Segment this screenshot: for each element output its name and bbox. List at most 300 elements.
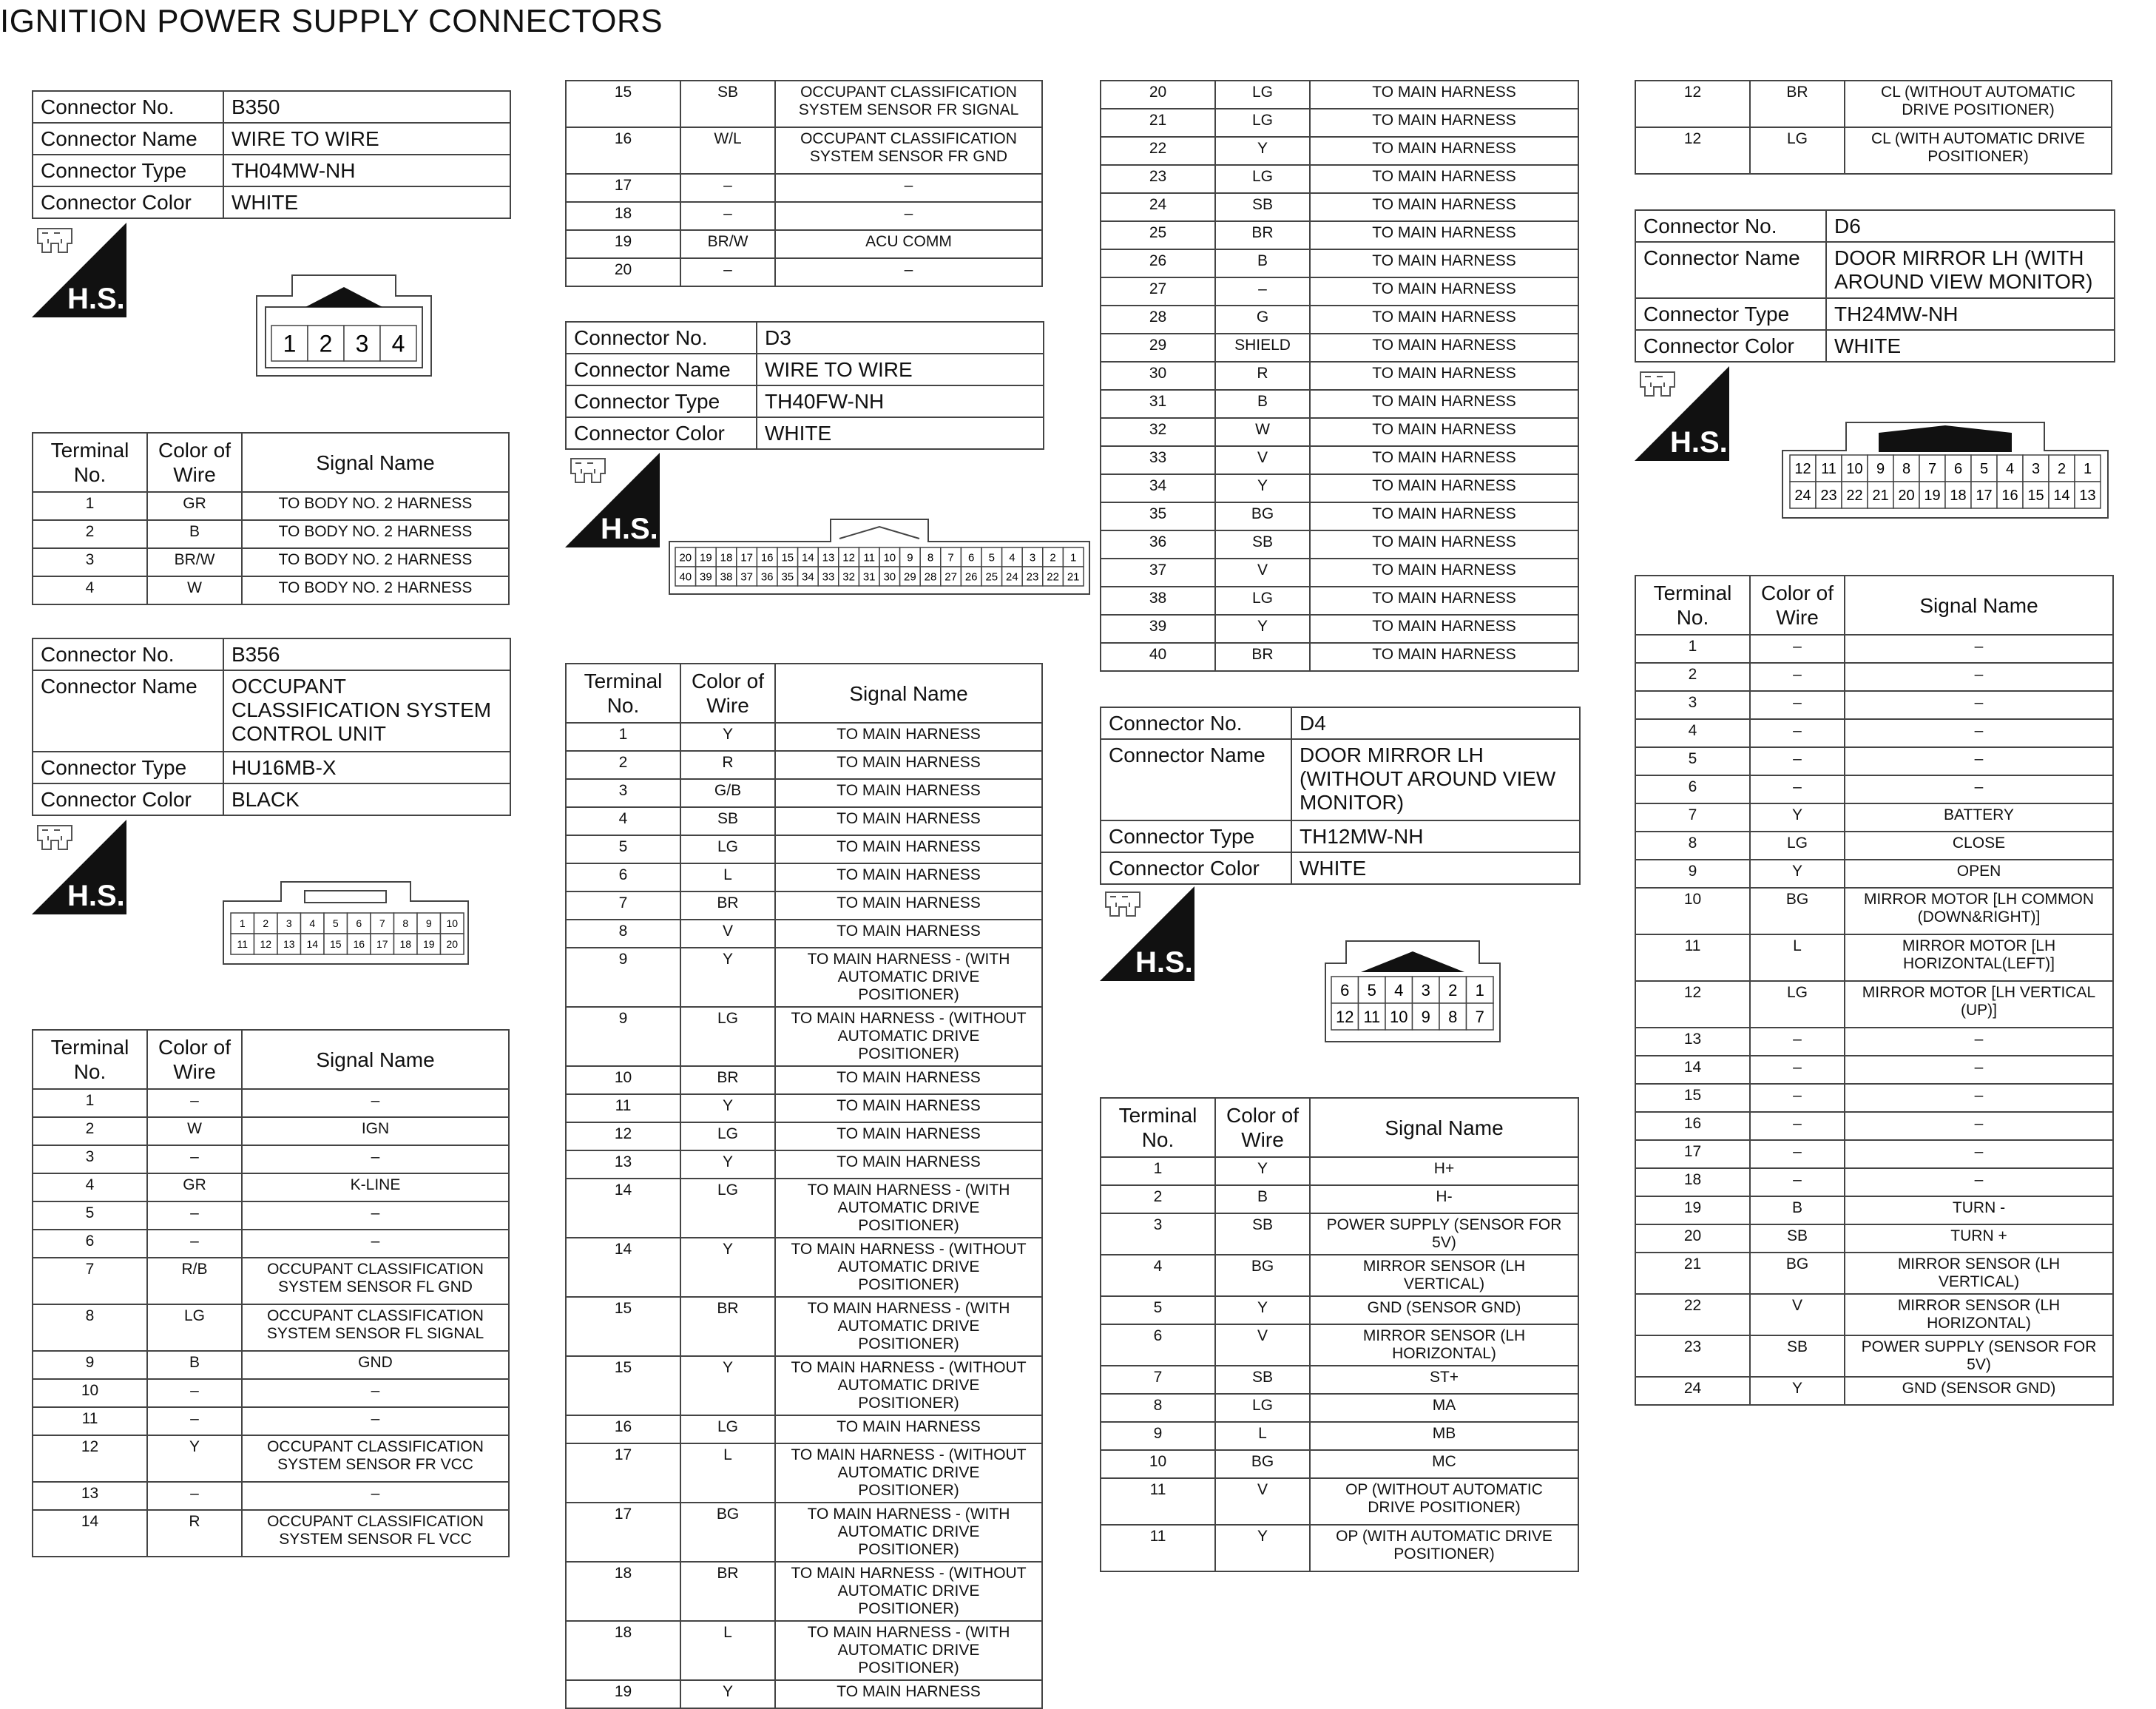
- terminal-no-cell: 9: [1635, 860, 1750, 888]
- signal-name-cell: TO MAIN HARNESS - (WITHOUT AUTOMATIC DRIVE POSITIONER): [775, 1007, 1042, 1066]
- signal-name-cell: TO BODY NO. 2 HARNESS: [242, 576, 509, 604]
- table-row: [1101, 474, 1578, 502]
- pin-label: 4: [2005, 461, 2015, 478]
- signal-name-cell: –: [1845, 1140, 2113, 1168]
- signal-name-cell: TO MAIN HARNESS: [775, 891, 1042, 920]
- signal-name-cell: TO MAIN HARNESS: [1310, 559, 1578, 587]
- terminal-no-cell: 11: [1101, 1478, 1215, 1525]
- wire-color-cell: GR: [147, 1173, 242, 1201]
- pin-label: 2: [319, 330, 333, 357]
- signal-name-cell: TURN -: [1845, 1196, 2113, 1224]
- table-row: [566, 258, 1042, 286]
- wire-color-cell: Y: [1750, 860, 1845, 888]
- pin-label: 14: [306, 938, 319, 951]
- terminal-no-cell: 36: [1101, 530, 1215, 559]
- table-row: [566, 779, 1042, 807]
- signal-name-cell: TO MAIN HARNESS: [775, 835, 1042, 863]
- pin-label: 18: [399, 938, 412, 951]
- pin-label: 13: [2079, 488, 2096, 505]
- table-row: [566, 81, 1042, 127]
- wire-color-cell: BR: [680, 1066, 775, 1094]
- connector-info-d3: [565, 321, 1044, 450]
- table-row: [33, 1304, 509, 1351]
- wire-color-cell: V: [1215, 559, 1310, 587]
- signal-name-cell: OCCUPANT CLASSIFICATION SYSTEM SENSOR FL GND: [242, 1258, 509, 1304]
- wire-color-cell: GR: [147, 492, 242, 520]
- wire-color-cell: SB: [1215, 530, 1310, 559]
- pin-label: 13: [283, 938, 295, 951]
- table-row: [33, 1145, 509, 1173]
- pin-label: 13: [822, 551, 835, 564]
- pin-label: 9: [907, 551, 913, 564]
- hs-label: H.S.: [1670, 426, 1728, 459]
- table-row: [1101, 587, 1578, 615]
- table-row: [33, 1407, 509, 1435]
- wire-color-cell: G/B: [680, 779, 775, 807]
- signal-name-cell: –: [242, 1379, 509, 1407]
- signal-name-cell: –: [1845, 1112, 2113, 1140]
- signal-name-cell: TO MAIN HARNESS: [1310, 390, 1578, 418]
- connector-info-d4: [1100, 707, 1581, 885]
- pin-label: 11: [863, 551, 875, 564]
- pin-label: 8: [1902, 461, 1911, 478]
- signal-name-cell: TO MAIN HARNESS: [775, 1150, 1042, 1179]
- signal-name-cell: MIRROR SENSOR (LH HORIZONTAL): [1845, 1294, 2113, 1335]
- connector-face-b356: [222, 880, 470, 969]
- signal-name-cell: TO MAIN HARNESS - (WITHOUT AUTOMATIC DRIVE POSITIONER): [775, 1238, 1042, 1297]
- wire-color-cell: BR/W: [680, 230, 775, 258]
- terminal-no-cell: 3: [1635, 691, 1750, 719]
- table-row: [1101, 1324, 1578, 1366]
- table-row: [33, 520, 509, 548]
- pin-label: 18: [1950, 488, 1967, 505]
- terminal-table-d3: [565, 663, 1043, 1709]
- table-row: [566, 174, 1042, 202]
- terminal-no-cell: 2: [1101, 1185, 1215, 1213]
- wire-color-cell: LG: [1215, 81, 1310, 109]
- signal-name-cell: TO MAIN HARNESS: [1310, 502, 1578, 530]
- pin-label: 18: [720, 551, 733, 564]
- wire-color-cell: B: [147, 520, 242, 548]
- connector-type-value: TH04MW-NH: [223, 155, 510, 186]
- label-connector-color: Connector Color: [566, 417, 757, 449]
- signal-name-cell: TO MAIN HARNESS: [1310, 137, 1578, 165]
- wire-color-cell: Y: [1750, 803, 1845, 832]
- harness-side-icon: [565, 453, 660, 547]
- pin-label: 19: [422, 938, 435, 951]
- pin-label: 1: [2083, 461, 2092, 478]
- signal-name-cell: TO MAIN HARNESS: [1310, 277, 1578, 306]
- signal-name-cell: IGN: [242, 1117, 509, 1145]
- table-row: [1101, 1450, 1578, 1478]
- wire-color-cell: –: [1750, 1028, 1845, 1056]
- table-row: [1101, 1366, 1578, 1394]
- pin-label: 10: [883, 551, 896, 564]
- terminal-no-cell: 15: [566, 81, 680, 127]
- signal-name-cell: –: [1845, 663, 2113, 691]
- wire-color-cell: –: [147, 1145, 242, 1173]
- wire-color-cell: LG: [1215, 165, 1310, 193]
- wire-color-cell: BR: [1215, 221, 1310, 249]
- table-row: [33, 576, 509, 604]
- signal-name-cell: TO MAIN HARNESS: [1310, 81, 1578, 109]
- label-connector-type: Connector Type: [1101, 820, 1291, 852]
- table-row: [1101, 1478, 1578, 1525]
- table-row: [1101, 1394, 1578, 1422]
- terminal-no-cell: 7: [566, 891, 680, 920]
- table-row: [1635, 1253, 2113, 1294]
- terminal-no-cell: 17: [566, 174, 680, 202]
- pin-label: 6: [1953, 461, 1963, 478]
- pin-label: 12: [1794, 461, 1811, 478]
- table-row: [566, 948, 1042, 1007]
- pin-label: 32: [842, 570, 855, 584]
- terminal-no-cell: 26: [1101, 249, 1215, 277]
- pin-label: 6: [1340, 980, 1350, 1000]
- wire-color-cell: B: [1215, 390, 1310, 418]
- table-row: [1101, 418, 1578, 446]
- terminal-no-cell: 13: [1635, 1028, 1750, 1056]
- connector-type-value: HU16MB-X: [223, 752, 510, 783]
- wire-color-cell: BR: [1750, 81, 1845, 127]
- connector-info-d6: [1635, 209, 2115, 363]
- signal-name-cell: TO MAIN HARNESS: [775, 920, 1042, 948]
- wire-color-cell: L: [680, 1621, 775, 1680]
- table-row: [1635, 1294, 2113, 1335]
- pin-label: 5: [1979, 461, 1989, 478]
- wire-color-cell: LG: [1215, 109, 1310, 137]
- table-row: [1101, 530, 1578, 559]
- signal-name-cell: –: [1845, 775, 2113, 803]
- table-row: [1635, 1140, 2113, 1168]
- terminal-no-cell: 4: [566, 807, 680, 835]
- terminal-no-cell: 22: [1635, 1294, 1750, 1335]
- wire-color-cell: SB: [1215, 193, 1310, 221]
- header-terminal-no: Terminal No.: [33, 433, 147, 492]
- signal-name-cell: TO MAIN HARNESS: [1310, 221, 1578, 249]
- signal-name-cell: –: [242, 1230, 509, 1258]
- page-title: IGNITION POWER SUPPLY CONNECTORS: [0, 3, 663, 39]
- wire-color-cell: SB: [1215, 1366, 1310, 1394]
- wire-color-cell: –: [1750, 663, 1845, 691]
- pin-label: 3: [285, 917, 292, 930]
- terminal-no-cell: 20: [566, 258, 680, 286]
- wire-color-cell: R: [147, 1510, 242, 1557]
- hs-label: H.S.: [67, 283, 125, 315]
- terminal-no-cell: 10: [566, 1066, 680, 1094]
- terminal-no-cell: 25: [1101, 221, 1215, 249]
- pin-label: 16: [760, 551, 774, 564]
- wire-color-cell: –: [147, 1407, 242, 1435]
- terminal-no-cell: 40: [1101, 643, 1215, 671]
- signal-name-cell: TO MAIN HARNESS: [775, 1122, 1042, 1150]
- terminal-no-cell: 19: [566, 1680, 680, 1708]
- signal-name-cell: TO MAIN HARNESS: [1310, 615, 1578, 643]
- connector-info-b356: [32, 638, 511, 816]
- pin-label: 16: [353, 938, 365, 951]
- terminal-no-cell: 9: [566, 948, 680, 1007]
- header-color-of-wire: Color of Wire: [147, 1030, 242, 1089]
- table-row: [566, 863, 1042, 891]
- table-row: [33, 1230, 509, 1258]
- terminal-no-cell: 24: [1635, 1377, 1750, 1405]
- pin-label: 16: [2001, 488, 2018, 505]
- terminal-no-cell: 15: [1635, 1084, 1750, 1112]
- pin-label: 9: [1876, 461, 1885, 478]
- terminal-table-d4: [1100, 1097, 1579, 1572]
- table-row: [1101, 390, 1578, 418]
- terminal-no-cell: 6: [1101, 1324, 1215, 1366]
- terminal-table-b350: [32, 432, 510, 605]
- terminal-no-cell: 14: [1635, 1056, 1750, 1084]
- hs-label: H.S.: [601, 513, 658, 545]
- signal-name-cell: TO MAIN HARNESS: [1310, 362, 1578, 390]
- pin-label: 5: [1367, 980, 1376, 1000]
- signal-name-cell: TO MAIN HARNESS: [775, 1094, 1042, 1122]
- terminal-no-cell: 1: [1635, 635, 1750, 663]
- wire-color-cell: –: [680, 258, 775, 286]
- wire-color-cell: BR: [680, 1562, 775, 1621]
- terminal-no-cell: 34: [1101, 474, 1215, 502]
- signal-name-cell: TO MAIN HARNESS: [1310, 418, 1578, 446]
- signal-name-cell: –: [1845, 691, 2113, 719]
- terminal-no-cell: 14: [566, 1179, 680, 1238]
- wire-color-cell: L: [680, 863, 775, 891]
- pin-label: 11: [237, 938, 249, 951]
- signal-name-cell: TO MAIN HARNESS: [1310, 165, 1578, 193]
- table-row: [566, 1680, 1042, 1708]
- signal-name-cell: –: [242, 1201, 509, 1230]
- wire-color-cell: L: [1750, 934, 1845, 981]
- terminal-no-cell: 17: [1635, 1140, 1750, 1168]
- table-row: [33, 1351, 509, 1379]
- table-row: [566, 1122, 1042, 1150]
- signal-name-cell: TO MAIN HARNESS: [1310, 334, 1578, 362]
- pin-label: 19: [700, 551, 712, 564]
- pin-label: 4: [391, 330, 405, 357]
- table-row: [1635, 1196, 2113, 1224]
- terminal-no-cell: 12: [566, 1122, 680, 1150]
- signal-name-cell: –: [1845, 1056, 2113, 1084]
- pin-label: 40: [679, 570, 692, 584]
- wire-color-cell: –: [147, 1379, 242, 1407]
- signal-name-cell: GND: [242, 1351, 509, 1379]
- terminal-no-cell: 5: [33, 1201, 147, 1230]
- terminal-table-d6: [1635, 575, 2114, 1406]
- table-row: [1635, 691, 2113, 719]
- signal-name-cell: –: [775, 202, 1042, 230]
- terminal-no-cell: 32: [1101, 418, 1215, 446]
- pin-label: 26: [964, 570, 978, 584]
- signal-name-cell: MIRROR SENSOR (LH VERTICAL): [1310, 1255, 1578, 1296]
- signal-name-cell: OCCUPANT CLASSIFICATION SYSTEM SENSOR FL SIGNAL: [242, 1304, 509, 1351]
- wire-color-cell: Y: [680, 1238, 775, 1297]
- pin-label: 1: [1475, 980, 1484, 1000]
- pin-label: 12: [842, 551, 855, 564]
- signal-name-cell: GND (SENSOR GND): [1845, 1377, 2113, 1405]
- table-row: [1635, 663, 2113, 691]
- table-row: [1635, 1056, 2113, 1084]
- pin-label: 14: [802, 551, 814, 564]
- signal-name-cell: TO MAIN HARNESS: [1310, 530, 1578, 559]
- wire-color-cell: W: [147, 576, 242, 604]
- signal-name-cell: ACU COMM: [775, 230, 1042, 258]
- wire-color-cell: –: [1750, 719, 1845, 747]
- pin-label: 11: [1363, 1007, 1381, 1026]
- label-connector-no: Connector No.: [566, 322, 757, 354]
- terminal-no-cell: 2: [566, 751, 680, 779]
- wire-color-cell: Y: [680, 723, 775, 751]
- terminal-no-cell: 17: [566, 1503, 680, 1562]
- label-connector-name: Connector Name: [1635, 242, 1826, 298]
- pin-label: 15: [329, 938, 342, 951]
- wire-color-cell: BG: [1750, 1253, 1845, 1294]
- terminal-table-d3-continued: [1100, 80, 1579, 672]
- header-terminal-no: Terminal No.: [1635, 576, 1750, 635]
- pin-label: 17: [740, 551, 753, 564]
- table-row: [1635, 1377, 2113, 1405]
- terminal-no-cell: 27: [1101, 277, 1215, 306]
- label-connector-name: Connector Name: [33, 123, 223, 155]
- wire-color-cell: L: [680, 1443, 775, 1503]
- terminal-no-cell: 11: [1101, 1525, 1215, 1571]
- harness-side-icon: [32, 820, 126, 914]
- signal-name-cell: TO MAIN HARNESS: [1310, 643, 1578, 671]
- connector-type-value: TH40FW-NH: [757, 385, 1044, 417]
- pin-label: 2: [1050, 551, 1056, 564]
- wire-color-cell: –: [147, 1482, 242, 1510]
- pin-label: 8: [402, 917, 409, 930]
- connector-info-b350: [32, 90, 511, 219]
- table-row: [1635, 934, 2113, 981]
- table-row: [1101, 193, 1578, 221]
- wire-color-cell: LG: [1750, 832, 1845, 860]
- table-row: [1101, 446, 1578, 474]
- wire-color-cell: –: [147, 1201, 242, 1230]
- table-row: [566, 920, 1042, 948]
- connector-color-value: BLACK: [223, 783, 510, 815]
- pin-label: 2: [1448, 980, 1458, 1000]
- pin-label: 36: [760, 570, 774, 584]
- terminal-no-cell: 6: [33, 1230, 147, 1258]
- signal-name-cell: TO MAIN HARNESS: [775, 1415, 1042, 1443]
- table-row: [566, 127, 1042, 174]
- signal-name-cell: OP (WITHOUT AUTOMATIC DRIVE POSITIONER): [1310, 1478, 1578, 1525]
- header-color-of-wire: Color of Wire: [1215, 1098, 1310, 1157]
- terminal-no-cell: 22: [1101, 137, 1215, 165]
- terminal-table-d4-continued: [1635, 80, 2112, 175]
- terminal-no-cell: 11: [566, 1094, 680, 1122]
- table-row: [1635, 860, 2113, 888]
- terminal-no-cell: 13: [33, 1482, 147, 1510]
- table-row: [33, 1258, 509, 1304]
- pin-label: 24: [1794, 488, 1811, 505]
- pin-label: 14: [2053, 488, 2070, 505]
- wire-color-cell: BR/W: [147, 548, 242, 576]
- pin-label: 7: [379, 917, 385, 930]
- table-row: [566, 1007, 1042, 1066]
- wire-color-cell: –: [680, 174, 775, 202]
- signal-name-cell: MIRROR MOTOR [LH HORIZONTAL(LEFT)]: [1845, 934, 2113, 981]
- pin-label: 5: [332, 917, 339, 930]
- signal-name-cell: MB: [1310, 1422, 1578, 1450]
- signal-name-cell: TO MAIN HARNESS: [1310, 474, 1578, 502]
- signal-name-cell: TO MAIN HARNESS - (WITHOUT AUTOMATIC DRIVE POSITIONER): [775, 1443, 1042, 1503]
- label-connector-color: Connector Color: [1101, 852, 1291, 884]
- pin-label: 17: [376, 938, 388, 951]
- terminal-no-cell: 3: [33, 1145, 147, 1173]
- pin-label: 5: [988, 551, 995, 564]
- pin-label: 20: [446, 938, 459, 951]
- wire-color-cell: Y: [1215, 1296, 1310, 1324]
- terminal-no-cell: 9: [33, 1351, 147, 1379]
- wire-color-cell: Y: [680, 1094, 775, 1122]
- terminal-no-cell: 5: [1101, 1296, 1215, 1324]
- wire-color-cell: B: [147, 1351, 242, 1379]
- signal-name-cell: –: [1845, 1084, 2113, 1112]
- header-signal-name: Signal Name: [1845, 576, 2113, 635]
- header-terminal-no: Terminal No.: [566, 664, 680, 723]
- wire-color-cell: B: [1750, 1196, 1845, 1224]
- header-signal-name: Signal Name: [242, 433, 509, 492]
- pin-label: 22: [1846, 488, 1863, 505]
- terminal-no-cell: 1: [33, 492, 147, 520]
- signal-name-cell: TO BODY NO. 2 HARNESS: [242, 520, 509, 548]
- label-connector-color: Connector Color: [33, 186, 223, 218]
- pin-label: 11: [1821, 461, 1836, 478]
- pin-label: 10: [1390, 1007, 1408, 1026]
- signal-name-cell: MA: [1310, 1394, 1578, 1422]
- wire-color-cell: Y: [1215, 1525, 1310, 1571]
- terminal-no-cell: 9: [566, 1007, 680, 1066]
- table-row: [566, 230, 1042, 258]
- table-row: [1101, 334, 1578, 362]
- label-connector-no: Connector No.: [33, 91, 223, 123]
- wire-color-cell: BR: [680, 1297, 775, 1356]
- terminal-no-cell: 17: [566, 1443, 680, 1503]
- signal-name-cell: OCCUPANT CLASSIFICATION SYSTEM SENSOR FR GND: [775, 127, 1042, 174]
- signal-name-cell: OCCUPANT CLASSIFICATION SYSTEM SENSOR FR SIGNAL: [775, 81, 1042, 127]
- table-row: [1101, 1185, 1578, 1213]
- label-connector-type: Connector Type: [1635, 298, 1826, 330]
- wire-color-cell: SB: [1750, 1224, 1845, 1253]
- signal-name-cell: ST+: [1310, 1366, 1578, 1394]
- terminal-no-cell: 30: [1101, 362, 1215, 390]
- pin-label: 3: [2031, 461, 2041, 478]
- terminal-no-cell: 6: [1635, 775, 1750, 803]
- signal-name-cell: OCCUPANT CLASSIFICATION SYSTEM SENSOR FL VCC: [242, 1510, 509, 1557]
- connector-glyph-icon: [38, 229, 72, 252]
- terminal-no-cell: 15: [566, 1356, 680, 1415]
- wire-color-cell: Y: [147, 1435, 242, 1482]
- table-row: [1635, 888, 2113, 934]
- header-signal-name: Signal Name: [775, 664, 1042, 723]
- table-row: [1101, 277, 1578, 306]
- label-connector-color: Connector Color: [33, 783, 223, 815]
- terminal-no-cell: 16: [566, 1415, 680, 1443]
- table-row: [1635, 1224, 2113, 1253]
- pin-label: 23: [1820, 488, 1837, 505]
- connector-no-value: D3: [757, 322, 1044, 354]
- terminal-no-cell: 21: [1101, 109, 1215, 137]
- wire-color-cell: –: [1750, 1056, 1845, 1084]
- terminal-no-cell: 2: [1635, 663, 1750, 691]
- terminal-no-cell: 18: [566, 202, 680, 230]
- pin-label: 29: [904, 570, 916, 584]
- pin-label: 17: [1976, 488, 1993, 505]
- table-row: [1635, 981, 2113, 1028]
- wire-color-cell: LG: [680, 1007, 775, 1066]
